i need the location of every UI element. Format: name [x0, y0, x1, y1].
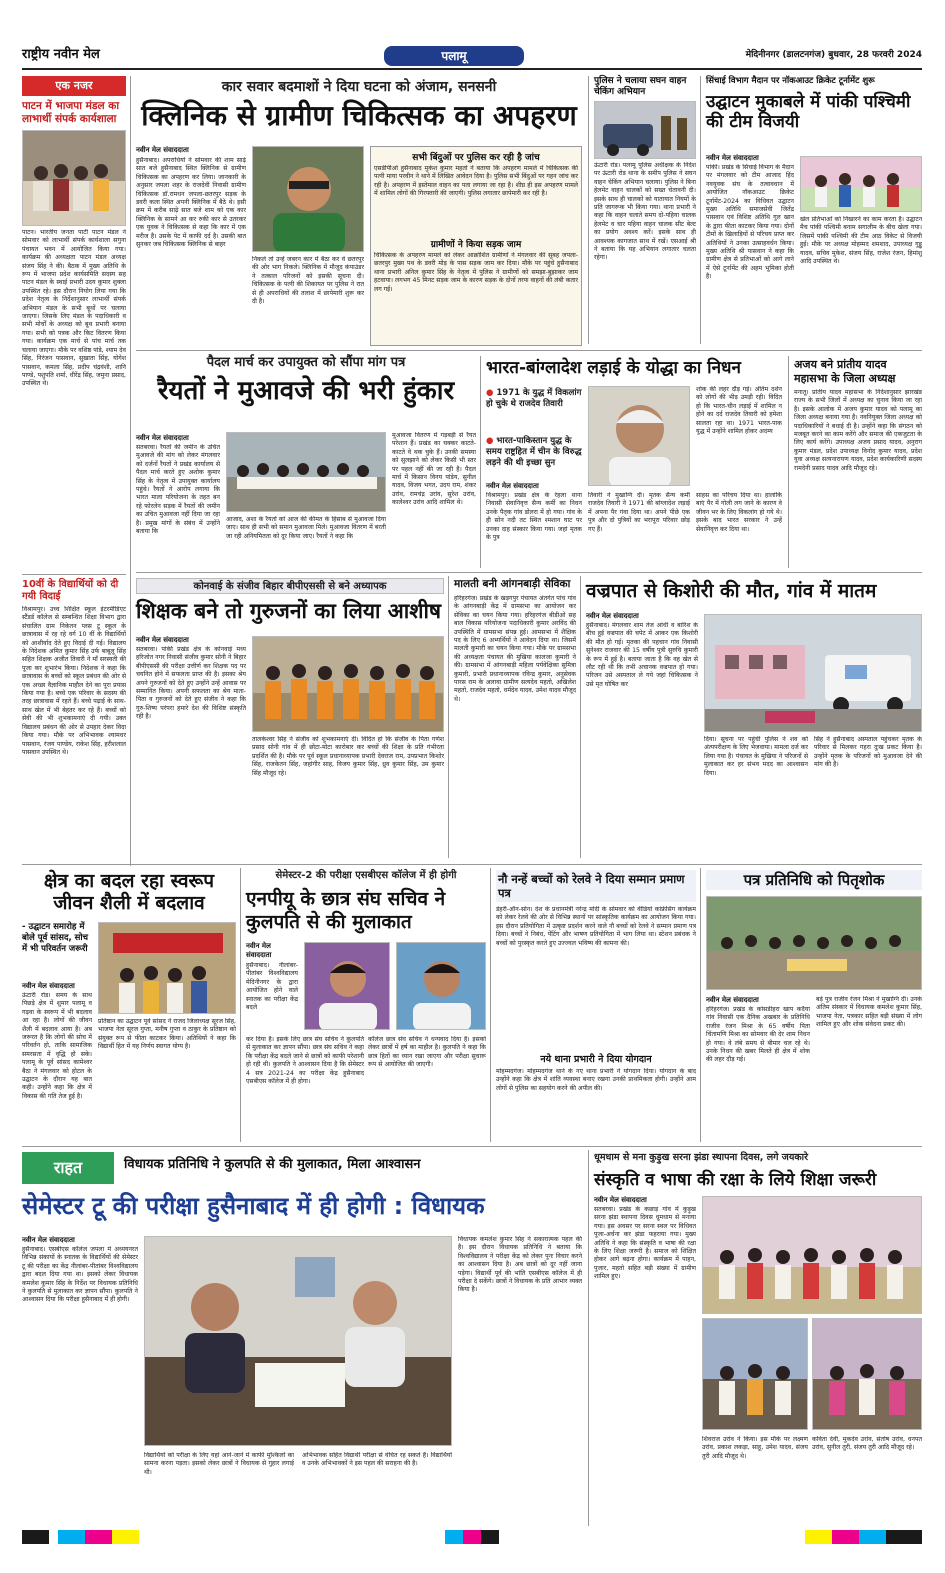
npu-byline: नवीन मेल संवाददाता — [246, 942, 272, 959]
mla-story — [22, 1152, 582, 1524]
kshetra-byline: नवीन मेल संवाददाता — [22, 982, 75, 990]
clinic-kicker: कार सवार बदमाशों ने दिया घटना को अंजाम, सनसनी — [221, 79, 497, 95]
npu-text-4: कॉलेज छात्र संघ सचिव ने धन्यवाद दिया है। इसको लेकर छात्रों में हर्ष का माहौल है। कुलपति ने कहा कि छात्र हितों का ध्यान रखा जाएगा और परीक्षा सुचारू रूप से आयोजित की जाएगी। — [368, 1036, 486, 1069]
war-text-3: तिवारी ने मुखाग्नि दी। मृतक सैन्य कर्मी राजदेव तिवारी ने 1971 की बांग्लादेश लड़ाई में अपना पैर गंवा दिया था। अपने पीछे एक पुत्र और दो पुत्रियों का भरापूरा परिवार छोड़ गए हैं। — [588, 492, 690, 533]
war-bullet-2: ● भारत-पाकिस्तान युद्ध के समय राष्ट्रहित में चीन के विरुद्ध लड़ने की थी इच्छा सुन — [486, 436, 582, 469]
mla-photo — [144, 1236, 452, 1446]
cricket-byline: नवीन मेल संवाददाता — [706, 154, 759, 162]
konwai-text-1: सतबरवा। पांकी प्रखंड क्षेत्र के कोनवाई मध्य हरिजोत नगर निवासी संजीव कुमार सोनी ने बिहार बीपीएससी की परीक्षा उत्तीर्ण कर शिक्षक पद पर चयनित होने में सफलता प्राप्त की है। इसका श्रेय अपने गुरुजनों को देते हुए उन्होंने उन्हें आवास पर सम्मानित किया। अपनी सफलता का श्रेय माता-पिता व गुरुजनों को देते हुए संजीव ने कहा कि गुरु-शिष्य परंपरा हमारे देश की विशिष्ट संस्कृति रही है। — [136, 646, 246, 721]
clinic-sub-1: सभी बिंदुओं पर पुलिस कर रही है जांच — [412, 153, 540, 163]
sarna-text-1: सतबरवा। प्रखंड के कछाड़ गांव में कुड़ुख सरना झंडा स्थापना दिवस धूमधाम से मनाया गया। इस अवसर पर सरना स्थल पर विधिवत पूजा-अर्चना कर झंडा फहराया गया। मुख्य अतिथि ने कहा कि संस्कृति व भाषा की रक्षा के लिए शिक्षा जरूरी है। समाज को शिक्षित होकर आगे बढ़ना होगा। कार्यक्रम में पाहन, पुजार, महतो सहित बड़ी संख्या में ग्रामीण शामिल हुए। — [594, 1206, 696, 1281]
lightning-text-3: सिंह ने हुसैनाबाद अस्पताल पहुंचकर मृतक के परिवार से मिलकर गहरा दुःख प्रकट किया है। उन्होंने मृतक के परिजनों को मुआवजा देने की मांग की है। — [814, 736, 922, 769]
cricket-text-2: खेल प्रतिभाओं को निखारने का काम करता है। उद्घाटन मैच पांकी पश्चिमी बनाम सगालीम के बीच खेला गया। जिसमें पांकी पश्चिमी की टीम आठ विकेट से विजयी हुई। मौके पर अध्यक्ष मोहम्मद शमशाद, उपाध्यक्ष गुड्डू यादव, सचिव मुकेश, संजय सिंह, राजेश रंजन, हिमांशु आदि उपस्थित थे। — [800, 216, 922, 266]
anganwadi-headline: मालती बनी आंगनबाड़ी सेविका — [454, 578, 571, 590]
ek-nazar-text-1: पाटन। भारतीय जनता पार्टी पाटन मंडल ने सोमवार को लाभार्थी संपर्क कार्यशाला सगुना पंचायत भवन में आयोजित किया गया। कार्यक्रम की अध्यक्षता पाटन मंडल अध्यक्ष संजय सिंह ने की। बैठक में मुख्य अतिथि के रूप में भाजपा प्रदेश कार्यसमिति सदस्य सह पाटन मंडल के स्थाई प्रभारी उदय कुमार शुक्ला उपस्थित रहे। इस दौरान नियोग लिया गया कि प्रदेश नेतृत्व के निर्देशानुसार लाभार्थी संपर्क अभियान मंडल के सभी बूथों पर चलाया जाएगा। जिसके लिए मंडल के पदाधिकारी व सभी मोर्चों के अध्यक्ष को बूथ प्रभारी बनाया गया। सभी को पत्रक और किट वितरण किया गया। कार्यक्रम एक मार्च से पांच मार्च तक चलाया जाएगा। मौके पर वशिष्ठ पांडे, श्याम देव सिंह, निरंजन पासवान, सुखाता सिंह, योगेश पासवान, कमला सिंह, प्रदीप चंद्रवंशी, शानि पाण्डे, पशुपति शर्मा, धीरेंद्र सिंह, जमुना प्रसाद, उपस्थित थे। — [22, 229, 126, 388]
lightning-story — [586, 580, 922, 858]
rahat-tag: राहत — [22, 1152, 114, 1184]
sarna-kicker: धूमधाम से मना कुड़ुख सरना झंडा स्थापना दिवस, लगे जयकारे — [594, 1152, 808, 1163]
mla-text-2: विद्यार्थियों को परीक्षा के लिए यहां आने-जाने में काफी मुश्किलों का सामना करना पड़ता। इसको लेकर छात्रों ने विधायक से गुहार लगाई थी। — [144, 1452, 294, 1476]
raiyat-text-3: मुआवजा वितरण में गड़बड़ी से रैयत परेशान हैं। प्रखंड का चक्कर काटते-काटते वे थक चुके हैं। उनकी समस्या को सुलझाने को लेकर किसी भी स्तर पर पहल नहीं की जा रही है। पैदल मार्च में किसान विनय पांडेय, सुनील यादव, विजय भगत, उदय राम, शंकर उरांव, रामचंद्र उरांव, सुरेश उरांव, कालेश्वर उरांव आदि शामिल थे। — [392, 432, 476, 507]
railway-sub: नये थाना प्रभारी ने दिया योगदान — [540, 1054, 652, 1065]
war-veteran-story — [486, 358, 782, 568]
sarna-story — [594, 1152, 922, 1524]
npu-headline: एनपीयू के छात्र संघ सचिव ने कुलपति से की मुलाकात — [246, 888, 446, 933]
mla-kicker: विधायक प्रतिनिधि ने कुलपति से की मुलाकात, मिला आश्वासन — [124, 1157, 421, 1172]
ek-nazar-text-2: विश्रामपुर। उच्च शिक्षित स्कूल इंटरमीडिएट स्टैंडर्ड कॉलेज से सम्बन्धित शिक्षा विभाग द्वारा संचालित ग्राम निकेतन प्लस टू स्कूल के छात्रावास में रह रहे वर्ग 10 वीं के विद्यार्थियों को आशीर्वाद देते हुए विदाई दी गई। विद्यालय के निदेशक अमित कुमार सिंह उर्फ बाबूलू सिंह सहित शिक्षक अजीत तिवारी ने माँ सरस्वती की पूजा कर शुभारंभ किया। निदेशक ने कहा कि छात्रावास के बच्चों को स्कूल प्रबंधन की ओर से एक अच्छा वैज्ञानिक माहौल देने का पूरा प्रयास किया गया है। बच्चे एक परिवार के सदस्य की तरह छात्रावास में रहते हैं। बच्चे पढ़ाई के साथ-साथ खेल में भी बेहतर कर रहे हैं। बच्चों को सेवी की भी शुभकामनाएं दी गयी। उक्त विद्यालय प्रबंधन की ओर से उपहार देकर विदा किया गया। मौके पर अभिभावक श्यामधर पासवान, रंजय पाण्डेय, राकेश सिंह, हरीशलाल पासवान उपस्थित थे। — [22, 606, 126, 756]
anganwadi-story — [454, 578, 576, 858]
masthead — [22, 44, 922, 70]
lightning-byline: नवीन मेल संवाददाता — [586, 612, 639, 620]
konwai-byline: नवीन मेल संवाददाता — [136, 636, 189, 644]
kshetra-text-extra: प्रतिष्ठान का उद्घाटन पूर्व सांसद ने राजद जिलाध्यक्ष सूरज सिंह, भाजपा नेता सूरज गुप्ता, मनीष गुप्ता व ठाकुर के प्रतिष्ठान को संयुक्त रूप से फीता काटकर किया। अतिथियों ने कहा कि विद्यार्थी हित में यह निर्णय स्वागत योग्य है। — [98, 1018, 236, 1051]
npu-text-3: कर दिया है। इसके लिए छात्र संघ सचिव ने कुलपति से मुलाकात कर ज्ञापन सौंपा। छात्र संघ सचिव ने कहा कि परीक्षा केंद्र बदले जाने से छात्रों को काफी परेशानी हो रही थी। कुलपति ने आश्वासन दिया है कि सेमेस्टर 4 सत्र 2021-24 का परीक्षा केंद्र हुसैनाबाद एसबीएस कॉलेज में ही होगा। — [246, 1036, 364, 1086]
cricket-headline: उद्घाटन मुकाबले में पांकी पश्चिमी की टीम विजयी — [706, 92, 911, 132]
npu-photo-2 — [396, 942, 486, 1030]
bereavement-photo — [706, 896, 922, 990]
war-bullet-1: ● 1971 के युद्ध में विकलांग हो चुके थे राजदेव तिवारी — [486, 388, 582, 410]
lightning-text-2: दिया। सूचना पर पहुंची पुलिस ने शव को अंत्यपरीक्षण के लिए भेजवाया। मामला दर्ज कर लिया गया है। पंचायत के मुखिया ने परिजनों से मुलाकात कर हर संभव मदद का आश्वासन दिया। — [704, 736, 808, 777]
raiyat-text-2: आजाद, अशा के रैयतों को आज की कीमत के हिसाब से मुआवजा दिया जाए। साथ ही सभी को समान मुआवजा मिले। मुआवजा वितरण में बरती जा रही अनियमितता को दूर किया जाए। रैयतों ने कहा कि — [226, 516, 386, 540]
railway-headline: नौ नन्हें बच्चों को रेलवे ने दिया सम्मान प्रमाण पत्र — [496, 870, 696, 902]
war-text-2: शोक की लहर दौड़ गई। अंतिम दर्शन को लोगों की भीड़ उमड़ी रही। विदित हो कि भारत-चीन लड़ाई में शामिल न होने का दर्द राजदेव तिवारी को हमेशा सालता रहा था। 1971 भारत-पाक युद्ध में उन्होंने शामिल होकर अदम्य — [696, 386, 782, 436]
railway-text-2: मोहम्मदगंज। मोहम्मदगंज थाने के नए थाना प्रभारी ने योगदान दिया। योगदान के बाद उन्होंने कहा कि क्षेत्र में शांति व्यवस्था बनाए रखना उनकी प्राथमिकता होगी। उन्होंने आम लोगों से पुलिस का सहयोग करने की अपील की। — [496, 1068, 696, 1092]
sarna-text-2: शिवराज उरांव ने किया। इस मौके पर लक्ष्मण उरांव, प्रकाश लकड़ा, साहू, उमेश यादव, संजय तुरी आदि मौजूद थे। — [702, 1436, 808, 1460]
raiyat-photo — [226, 432, 386, 512]
bereavement-story — [706, 870, 922, 1142]
police-check-text: ऊंटारी रोड। पलामू पुलिस अधीक्षक के निर्देश पर ऊंटारी रोड थाना के समीप पुलिस ने सघन वाहन चेकिंग अभियान चलाया। पुलिस ने बिना हेलमेट वाहन चालकों को सख्त चेतावनी दी। इसके साथ ही चालकों को यातायात नियमों के प्रति जागरूक भी किया गया। थाना प्रभारी ने कहा कि वाहन चलाते समय दो-पहिया चालक हेलमेट व चार पहिया वाहन चालक सीट बेल्ट का प्रयोग अवश्य करें। इसके साथ ही आवश्यक कागजात साथ में रखें। एसआई श्री ने बताया कि यह अभियान लगातार चलता रहेगा। — [594, 162, 696, 262]
raiyat-kicker: पैदल मार्च कर उपायुक्त को सौंपा मांग पत्र — [206, 355, 406, 370]
konwai-story — [136, 578, 444, 858]
clinic-story — [136, 80, 582, 350]
cricket-text-1: पांकी। प्रखंड के सिंचाई विभाग के मैदान पर मंगलवार को टीम आजाद हिंद नवयुवक संघ के तत्वावधान में आयोजित नॉकआउट क्रिकेट टूर्नामेंट-2024 का विधिवत उद्घाटन मुख्य अतिथि समाजसेवी जितेंद्र पासवान एवं विशिष्ट अतिथि गुल खान के द्वारा फीता काटकर किया गया। दोनों टीमों के खिलाड़ियों से परिचय प्राप्त कर अतिथियों ने उनका उत्साहवर्धन किया। मुख्य अतिथि श्री पासवान ने कहा कि ग्रामीण क्षेत्र से प्रतिभाओं को आगे लाने में ऐसे टूर्नामेंट की अहम भूमिका होती है। — [706, 164, 794, 281]
konwai-text-2: तालकेश्वर सिंह ने संजीव को शुभकामनाएं दी। विदित हो कि संजीव के पिता गणेश प्रसाद सोनी गांव में ही छोटा-मोटा कारोबार कर बच्चों की शिक्षा के प्रति गंभीरता प्रदर्शित की है। मौके पर पूर्व स्कूल प्रधानाध्यापक प्रभारी देवराज राम, उपप्रभात किशोर सिंह, राजकेतन सिंह, जहांगीर साह, विजय कुमार सिंह, ध्रुव कुमार सिंह, उम कुमार सिंह मौजूद रहे। — [252, 736, 444, 777]
war-text-1: विश्रामपुर। प्रखंड क्षेत्र के रेहला थाना निवासी सेवानिवृत्त सैन्य कर्मी का निधन उनके पैतृक गांव डोलरा में हो गया। गांव के ही सोन नदी तट स्थित श्मशान घाट पर उनका दाह संस्कार किया गया। जहां मृतक के पुत्र — [486, 492, 582, 542]
konwai-kicker: कोनवाई के संजीव बिहार बीपीएससी से बने अध्यापक — [136, 578, 444, 594]
war-text-4: साहस का परिचय दिया था। हालांकि बाएं पैर में गोली लग जाने के कारण वे जीवन भर के लिए विकलांग हो गये थे। इसके बाद भारत सरकार ने उन्हें सेवानिवृत्त कर दिया था। — [696, 492, 782, 533]
mla-byline: नवीन मेल संवाददाता — [22, 1236, 75, 1244]
konwai-headline: शिक्षक बने तो गुरुजनों का लिया आशीष — [136, 599, 442, 623]
npu-kicker: सेमेस्टर-2 की परीक्षा एसबीएस कॉलेज में ही होगी — [275, 870, 457, 881]
registration-color-bar — [22, 1530, 922, 1544]
mla-headline: सेमेस्टर टू की परीक्षा हुसैनाबाद में ही होगी : विधायक — [22, 1192, 485, 1220]
anganwadi-text: हरिहरगंज। प्रखंड के खड़गपुर पंचायत अंतर्गत पांच गांव के आंगनबाड़ी केंद्र में ग्रामसभा का आयोजन कर सेविका का चयन किया गया। हरिहरगंज बीडीओ सह बाल विकास परियोजना पदाधिकारी कुमार अरविंद की उपस्थिति में ग्रामसभा संपन्न हुई। आमसभा में शैक्षिक पद के लिए 6 अभ्यर्थियों ने आवेदन दिया था। जिसमें मालती कुमारी का चयन किया गया। मौके पर ग्रामसभा की अध्यक्षता पंचायत की मुखिया कालजा कुमारी ने की। ग्रामसभा में आंगनबाड़ी महिला पर्यवेक्षिका सुमित्रा कुमारी, प्रभारी प्रधानाध्यापक रविन्द्र कुमार, अनुसेवक पारस राम के अलावा ग्रामीण सत्यदेव महतो, अखिलेश महतो, राजदेव महतो, धर्मदेव यादव, उमेश यादव मौजूद थे। — [454, 595, 576, 703]
police-check-kicker: पुलिस ने चलाया सघन वाहन चेकिंग अभियान — [594, 76, 687, 97]
clinic-headline: क्लिनिक से ग्रामीण चिकित्सक का अपहरण — [141, 98, 577, 132]
konwai-photo — [252, 636, 444, 732]
mla-text-1: हुसैनाबाद। एसबीएस कॉलेज जपला में अध्ययनरत विभिन्न संकायों के स्नातक के विद्यार्थियों की सेमेस्टर टू की परीक्षा का केंद्र नीलांबर-पीतांबर विश्वविद्यालय द्वारा बदल दिया गया था। इसको लेकर विधायक कमलेश कुमार सिंह के निर्देश पर विधायक प्रतिनिधि ने कुलपति से मुलाकात कर ज्ञापन सौंपा। कुलपति ने आश्वासन दिया कि परीक्षा हुसैनाबाद में ही होगी। — [22, 1246, 138, 1304]
raiyat-text-1: सतबरवा। रैयतों की जमीन के उचित मुआवजे की मांग को लेकर मंगलवार को दर्जनों रैयतों ने प्रखंड कार्यालय से पैदल मार्च करते हुए अशोक कुमार सिंह के नेतृत्व में उपायुक्त कार्यालय पहुंचे। रैयतों ने आरोप लगाया कि भारत माला परियोजना के तहत बन रहे फोरलेन सड़क में रैयतों की जमीन का उचित मुआवजा नहीं दिया जा रहा है। प्रमुख मांगों के संबंध में उन्होंने बताया कि — [136, 444, 220, 536]
dateline: मेदिनीनगर (डालटनगंज) बुधवार, 28 फरवरी 2024 — [745, 50, 922, 60]
kshetra-photo — [98, 922, 236, 1014]
mla-text-4: विधायक कमलेश कुमार सिंह ने सकारात्मक पहल की है। इस दौरान विधायक प्रतिनिधि ने बताया कि विश्वविद्यालय ने परीक्षा केंद्र को लेकर पुनः विचार करने का आश्वासन दिया है। अब छात्रों को दूर नहीं जाना पड़ेगा। विद्यार्थी पूर्व की भांति एसबीएस कॉलेज में ही परीक्षा दे सकेंगे। छात्रों ने विधायक के प्रति आभार व्यक्त किया है। — [458, 1236, 582, 1294]
war-headline: भारत-बांग्लादेश लड़ाई के योद्धा का निधन — [486, 358, 741, 378]
raiyat-byline: नवीन मेल संवाददाता — [136, 434, 189, 442]
sarna-photo-2 — [702, 1318, 808, 1430]
section-label: पलामू — [384, 46, 524, 66]
doctor-photo — [252, 146, 364, 252]
lightning-text-1: हुसैनाबाद। मंगलवार शाम तेज आंधी व बारिश के बीच हुई वज्रपात की चपेट में आकर एक किशोरी की मौत हो गई। मृतका की पहचान गांव निवासी सुनेश्वर राजवार की 15 वर्षीय पुत्री सुरुचि कुमारी के रूप में हुई है। बताया जाता है कि वह खेत से लौट रही थी कि तभी अचानक वज्रपात हो गया। परिजन उसे अस्पताल ले गये जहां चिकित्सक ने उसे मृत घोषित कर — [586, 622, 698, 688]
raiyat-story — [136, 356, 476, 568]
sarna-text-3: कविता देवी, मुकदेव उरांव, संतोष उरांव, धनपत उरांव, सुनील तुरी, संजय तुरी आदि मौजूद रहे। — [812, 1436, 922, 1452]
yadav-text: मनातू। प्रांतीय यादव महासभा के निर्देशानुसार झारखंड राज्य के सभी जिलों में अध्यक्ष का चुनाव किया जा रहा है। इसके आलोक में अजय कुमार यादव को पलामू का जिला अध्यक्ष बनाया गया है। नवनियुक्त जिला अध्यक्ष को पदाधिकारियों ने बधाई दी है। उन्होंने कहा कि संगठन को मजबूत करने का काम करेंगे और समाज की एकजुटता के लिए कार्य करेंगे। उपाध्यक्ष अजय प्रसाद यादव, अनुराग कुमार मंडल, प्रदेश उपाध्यक्ष विनोद कुमार यादव, प्रदेश युवा अध्यक्ष सत्यनारायण यादव, प्रदेश कार्यकारिणी सदस्य रामदेनी प्रसाद यादव आदि मौजूद रहे। — [794, 389, 922, 472]
clinic-sub-2: ग्रामीणों ने किया सड़क जाम — [430, 240, 522, 250]
war-byline: नवीन मेल संवाददाता — [486, 482, 539, 490]
ek-nazar-tag: एक नजर — [22, 76, 126, 96]
clinic-box — [370, 146, 582, 346]
patan-photo — [22, 130, 126, 226]
kshetra-sub: - उद्घाटन समारोह में बोले पूर्व सांसद, सोच में भी परिवर्तन जरूरी — [22, 922, 89, 954]
bereavement-text-2: बड़े पुत्र राजीव रंजन मिश्रा ने मुखाग्नि दी। उनके अंतिम संस्कार में विधायक कमलेश कुमार सिंह, भाजपा नेता, पत्रकार सहित बड़ी संख्या में लोग शामिल हुए और शोक संवेदना प्रकट की। — [816, 996, 922, 1029]
npu-text-1: हुसैनाबाद। नीलांबर-पीतांबर विश्वविद्यालय मेदिनीनगर के द्वारा आयोजित होने वाले स्नातक का परीक्षा केंद्र बदले — [246, 962, 298, 1012]
ek-nazar-headline-2: 10वीं के विद्यार्थियों को दी गयी विदाई — [22, 579, 119, 602]
railway-text-1: डेहरी-ऑन-सोन। देश के प्रधानमंत्री नरेन्द्र मोदी के सोमवार को वीडियो कांफ्रेंसिंग कार्यक्रम को लेकर रेलवे की ओर से विभिन्न स्थानों पर सांस्कृतिक कार्यक्रम का आयोजन किया गया। इस दौरान प्रतियोगिता में उत्कृष्ट प्रदर्शन करने वाले नौ बच्चों को रेलवे ने सम्मान प्रमाण पत्र दिया। बच्चों ने निबंध, पेंटिंग और भाषण प्रतियोगिता में भाग लिया था। स्टेशन प्रबंधक ने बच्चों को पुरस्कृत करते हुए उज्ज्वल भविष्य की कामना की। — [496, 906, 696, 947]
ek-nazar-headline-1: पाटन में भाजपा मंडल का लाभार्थी संपर्क कार्यशाला — [22, 100, 120, 125]
npu-photo-1 — [304, 942, 390, 1030]
veteran-photo — [588, 386, 690, 486]
bereavement-text-1: हरिहरगंज। प्रखंड के कोसडीहरा खाप कदैया गांव निवासी एक दैनिक अखबार के प्रतिनिधि राजीव रंजन मिश्रा के 65 वर्षीय पिता चिंतामणि मिश्रा का सोमवार की देर शाम निधन हो गया। वे लंबे समय से बीमार चल रहे थे। उनके निधन की खबर मिलते ही क्षेत्र में शोक की लहर दौड़ गई। — [706, 1006, 810, 1064]
clinic-text-4: चिकित्सक के अपहरण मामले को लेकर आक्रोशित ग्रामीणों ने मंगलवार की सुबह जपला-छतरपुर मुख्य पथ के डवरी मोड़ के पास सड़क जाम कर दिया। मौके पर पहुंचे हुसैनाबाद थाना प्रभारी अनिल कुमार सिंह के नेतृत्व में पुलिस ने ग्रामीणों को समझा-बुझाकर जाम हटवाया। लगभग 45 मिनट सड़क जाम के कारण सड़क के दोनों तरफ वाहनों की लंबी कतार लग गई। — [374, 252, 578, 293]
lightning-photo — [704, 614, 922, 732]
kshetra-text: ऊंटारी रोड। समय के साथ पिछड़े क्षेत्र में शुमार पलामू व गढ़वा के स्वरूप में भी बदलाव आ रहा है। लोगों की जीवन शैली में बदलाव आया है। अब जरूरत है कि लोगों की सोच में परिवर्तन हो, ताकि सामाजिक समरसता में वृद्धि हो सके। पलामू के पूर्व सांसद कामेश्वर बैठा ने मंगलवार को होटल के उद्घाटन के दौरान यह बात कही। उन्होंने कहा कि क्षेत्र में विकास की गति तेज हुई है। — [22, 992, 92, 1100]
railway-story — [496, 870, 696, 1142]
paper-name: राष्ट्रीय नवीन मेल — [22, 47, 100, 62]
cricket-kicker: सिंचाई विभाग मैदान पर नॉकआउट क्रिकेट टूर्नामेंट शुरू — [706, 76, 875, 86]
lightning-headline: वज्रपात से किशोरी की मौत, गांव में मातम — [586, 580, 877, 602]
cricket-story — [706, 76, 922, 346]
cricket-photo — [800, 156, 922, 212]
npu-story — [246, 870, 486, 1142]
bereavement-byline: नवीन मेल संवाददाता — [706, 996, 759, 1004]
clinic-text-1: हुसैनाबाद। अपराधियों ने सोमवार की शाम साढ़े सात बजे हुसैनाबाद स्थित क्लिनिक से ग्रामीण चिकित्सक का अपहरण कर लिया। जानकारी के अनुसार जपला शहर के राजदेवी निवासी ग्रामीण चिकित्सक डॉ.रामधन जपला-छतरपुर सड़क के डवरी कला स्थित अपनी क्लिनिक में बैठे थे। इसी क्रम में करीब साढ़े सात बजे शाम को एक कार क्लिनिक के सामने आ कर रुकी कार से उतरकर एक युवक ने चिकित्सक से कहा कि कार में एक मरीज है। उसके पेट में काफी दर्द है। उसकी बात सुनकर जब चिकित्सक क्लिनिक से बाहर — [136, 157, 246, 249]
sarna-photo-1 — [702, 1196, 922, 1314]
vehicle-check-photo — [594, 101, 696, 159]
sarna-byline: नवीन मेल संवाददाता — [594, 1196, 647, 1204]
sarna-photo-3 — [812, 1318, 922, 1430]
clinic-text-3: एसडीपीओ हुसैनाबाद मुकेश कुमार महतो ने बताया कि अपहरण मामले में चिकित्सक की पत्नी माया परवीन ने थाने में लिखित आवेदन दिया है। पुलिस सभी बिंदुओं पर गहन जांच कर रही है। अपहरण में इस्तेमाल वाहन का पता लगाया जा रहा है। शीघ्र ही इस अपहरण मामले में शामिल लोगों की गिरफ्तारी की जाएगी। पुलिस लगातार छापेमारी कर रही है। — [374, 165, 578, 198]
mla-text-3: अभिभावक सहित विद्यार्थी परीक्षा से वंचित रह सकते हैं। विद्यार्थियों व उनके अभिभावकों ने इस पहल की सराहना की है। — [302, 1452, 452, 1468]
clinic-byline: नवीन मेल संवाददाता — [136, 146, 189, 154]
sarna-headline: संस्कृति व भाषा की रक्षा के लिये शिक्षा जरूरी — [594, 1170, 877, 1190]
kshetra-headline: क्षेत्र का बदल रहा स्वरूप जीवन शैली में बदलाव — [43, 870, 215, 914]
yadav-headline: अजय बने प्रांतीय यादव महासभा के जिला अध्यक्ष — [794, 358, 896, 385]
police-check-story — [594, 76, 696, 346]
bereavement-headline: पत्र प्रतिनिधि को पितृशोक — [706, 870, 922, 890]
clinic-text-2: निकले तो उन्हें जबरन कार में बैठा कर वे छतरपुर की ओर भाग निकले। क्लिनिक में मौजूद कंपाउंडर ने तत्काल परिजनों को इसकी सूचना दी। चिकित्सक के पत्नी की शिकायत पर पुलिस ने रात से ही अपराधियों की तलाश में छापेमारी शुरू कर दी है। — [252, 256, 364, 306]
ek-nazar-column — [22, 76, 126, 856]
yadav-story — [794, 358, 922, 568]
raiyat-headline: रैयतों ने मुआवजे की भरी हुंकार — [157, 375, 455, 406]
